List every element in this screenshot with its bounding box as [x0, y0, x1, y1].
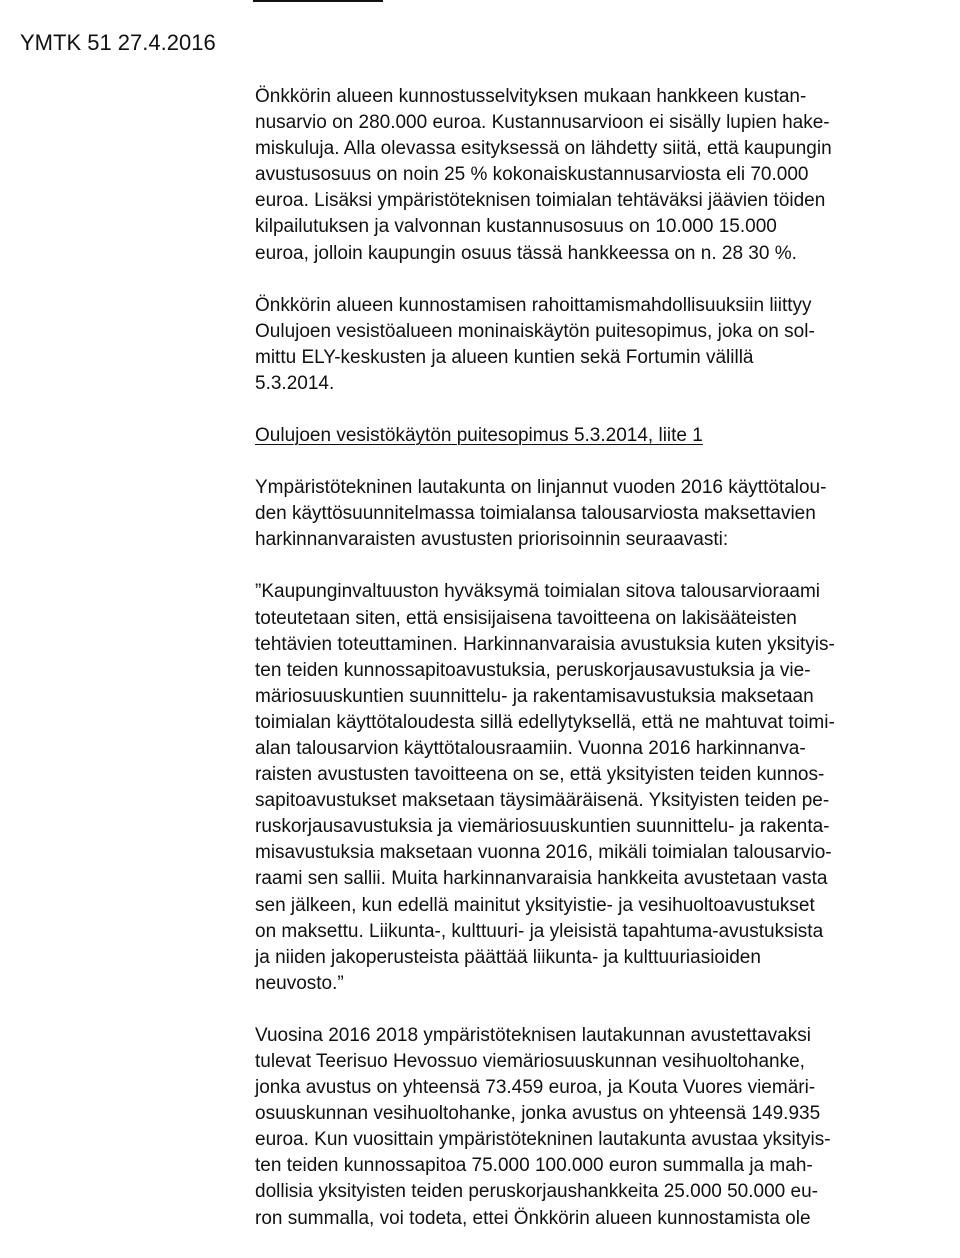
- text-line: ron summalla, voi todeta, ettei Önkkörin alueen kunnostamista ole: [255, 1207, 811, 1229]
- text-line: toimialan käyttötaloudesta sillä edellytyksellä, että ne mahtuvat toimi-: [255, 711, 835, 733]
- text-line: euroa. Lisäksi ympäristöteknisen toimialan tehtäväksi jäävien töiden: [255, 190, 826, 212]
- quoted-policy: [255, 579, 945, 997]
- text-line: sapitoavustukset maksetaan täysimääräisenä. Yksityisten teiden pe-: [255, 790, 830, 812]
- text-line: sen jälkeen, kun edellä mainitut yksityistie- ja vesihuoltoavustukset: [255, 894, 815, 916]
- text-line: Oulujoen vesistöalueen moninaiskäytön puitesopimus, joka on sol-: [255, 320, 815, 342]
- text-line: ruskorjausavustuksia ja viemäriosuuskuntien suunnittelu- ja rakenta-: [255, 816, 830, 838]
- text-line: 5.3.2014.: [255, 372, 335, 394]
- text-line: tehtävien toteuttaminen. Harkinnanvaraisia avustuksia kuten yksityis-: [255, 633, 835, 655]
- document-body: [255, 84, 945, 1258]
- text-line: Ympäristötekninen lautakunta on linjannut vuoden 2016 käyttötalou-: [255, 477, 827, 499]
- text-line: Önkkörin alueen kunnostamisen rahoittamismahdollisuuksiin liittyy: [255, 294, 812, 316]
- text-line: Vuosina 2016 2018 ympäristöteknisen lautakunnan avustettavaksi: [255, 1024, 811, 1046]
- text-line: dollisia yksityisten teiden peruskorjaushankkeita 25.000 50.000 eu-: [255, 1181, 818, 1203]
- text-line: neuvosto.”: [255, 972, 344, 994]
- text-line: ”Kaupunginvaltuuston hyväksymä toimialan sitova talousarvioraami: [255, 581, 821, 603]
- text-line: osuuskunnan vesihuoltohanke, jonka avustus on yhteensä 149.935: [255, 1103, 821, 1125]
- text-line: on maksettu. Liikunta-, kulttuuri- ja yleisistä tapahtuma-avustuksista: [255, 920, 824, 942]
- paragraph-subsidy-years: [255, 1023, 945, 1232]
- text-line: Önkkörin alueen kunnostusselvityksen mukaan hankkeen kustan-: [255, 86, 807, 107]
- text-line: euroa, jolloin kaupungin osuus tässä hankkeessa on n. 28 30 %.: [255, 242, 797, 264]
- paragraph-board-policy: [255, 475, 945, 553]
- text-line: kilpailutuksen ja valvonnan kustannusosuus on 10.000 15.000: [255, 216, 777, 238]
- text-line: ten teiden kunnossapitoavustuksia, peruskorjausavustuksia ja vie-: [255, 659, 811, 681]
- paragraph-cost-estimate: [255, 84, 945, 267]
- text-line: raami sen sallii. Muita harkinnanvaraisia hankkeita avustetaan vasta: [255, 868, 828, 890]
- text-line: mittu ELY-keskusten ja alueen kuntien sekä Fortumin välillä: [255, 346, 754, 368]
- text-line: toteutetaan siten, että ensisijaisena tavoitteena on lakisääteisten: [255, 607, 797, 629]
- text-line: harkinnanvaraisten avustusten priorisoinnin seuraavasti:: [255, 529, 729, 551]
- text-line: ten teiden kunnossapitoa 75.000 100.000 euron summalla ja mah-: [255, 1155, 813, 1177]
- paragraph-attachment-link: [255, 423, 945, 449]
- attachment-link[interactable]: Oulujoen vesistökäytön puitesopimus 5.3.2014, liite 1: [255, 425, 703, 447]
- text-line: märiosuuskuntien suunnittelu- ja rakentamisavustuksia maksetaan: [255, 685, 814, 707]
- top-rule: [253, 0, 383, 2]
- text-line: ja niiden jakoperusteista päättää liikunta- ja kulttuuriasioiden: [255, 946, 761, 968]
- text-line: euroa. Kun vuosittain ympäristötekninen lautakunta avustaa yksityis-: [255, 1129, 831, 1151]
- document-header: YMTK 51 27.4.2016: [20, 30, 216, 55]
- text-line: misavustuksia maksetaan vuonna 2016, mikäli toimialan talousarvio-: [255, 842, 832, 864]
- paragraph-funding: [255, 293, 945, 397]
- text-line: tulevat Teerisuo Hevossuo viemäriosuuskunnan vesihuoltohanke,: [255, 1051, 805, 1072]
- text-line: den käyttösuunnitelmassa toimialansa talousarviosta maksettavien: [255, 503, 816, 525]
- text-line: alan talousarvion käyttötalousraamiin. Vuonna 2016 harkinnanva-: [255, 737, 806, 759]
- text-line: nusarvio on 280.000 euroa. Kustannusarvioon ei sisälly lupien hake-: [255, 112, 830, 134]
- text-line: jonka avustus on yhteensä 73.459 euroa, ja Kouta Vuores viemäri-: [255, 1077, 816, 1099]
- text-line: miskuluja. Alla olevassa esityksessä on lähdetty siitä, että kaupungin: [255, 138, 832, 160]
- text-line: avustusosuus on noin 25 % kokonaiskustannusarviosta eli 70.000: [255, 164, 809, 186]
- text-line: raisten avustusten tavoitteena on se, että yksityisten teiden kunnos-: [255, 764, 825, 786]
